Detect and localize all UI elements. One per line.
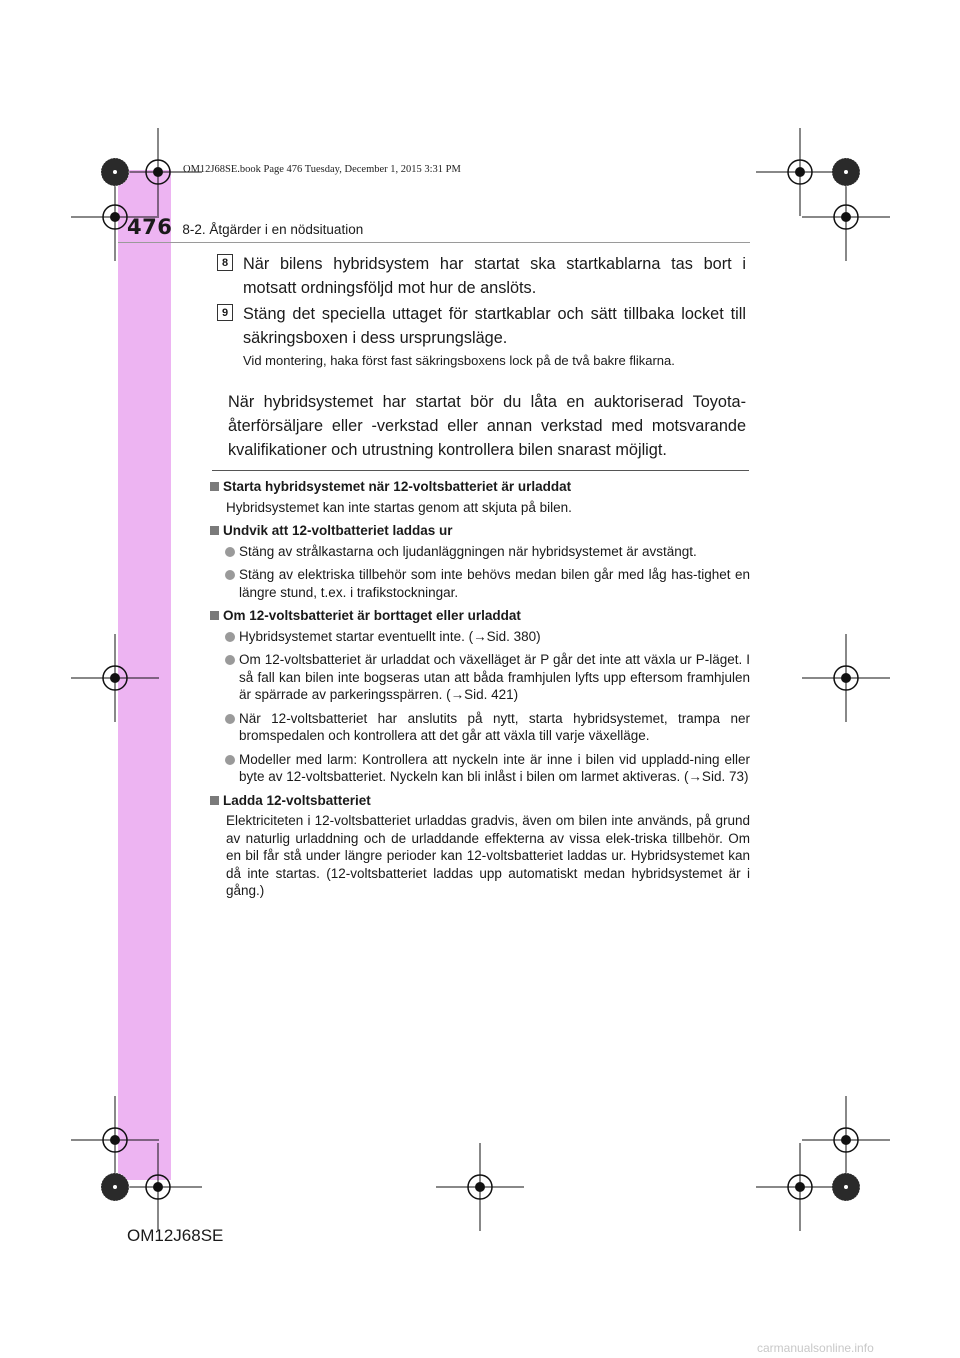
file-info: OM12J68SE.book Page 476 Tuesday, December 1, 2015 3:31 PM: [183, 164, 461, 175]
list-item: När 12-voltsbatteriet har anslutits på nytt, starta hybridsystemet, trampa ner bromspedalen och kontrollera att det går att växla till varje växelläge.: [210, 710, 750, 745]
info-heading: Ladda 12-voltsbatteriet: [210, 792, 750, 810]
bullet-icon: [225, 655, 235, 665]
list-item: Hybridsystemet startar eventuellt inte. (→Sid. 380): [210, 628, 750, 646]
section-title: 8-2. Åtgärder i en nödsituation: [182, 222, 364, 237]
bullet-icon: [225, 755, 235, 765]
footer-code: OM12J68SE: [127, 1226, 224, 1245]
list-item: Stäng av strålkastarna och ljudanläggningen när hybridsystemet är avstängt.: [210, 543, 750, 561]
bullet-icon: [225, 714, 235, 724]
page-header: [127, 215, 363, 239]
step-text: När bilens hybridsystem har startat ska startkablarna tas bort i motsatt ordningsföljd mot hur de anslöts.: [243, 255, 746, 297]
registration-mark-icon: [71, 1096, 159, 1184]
square-bullet-icon: [210, 796, 219, 805]
info-text: Elektriciteten i 12-voltsbatteriet urladdas gradvis, även om bilen inte används, på grund av naturlig urladdning och de urladdande effekterna av vissa elek-triska tillbehör. Om en bil får stå under längre perioder kan 12-voltsbatteriet laddas ur. Hybridsystemet kan då inte startas. (12-voltsbatteriet laddas upp automatiskt medan hybridsystemet är i gång.): [226, 813, 750, 898]
info-heading: Starta hybridsystemet när 12-voltsbatteriet är urladdat: [210, 478, 750, 496]
registration-mark-icon: [756, 1143, 844, 1231]
step-note: Vid montering, haka först fast säkringsboxens lock på de två bakre flikarna.: [243, 353, 675, 368]
registration-mark-icon: [802, 634, 890, 722]
info-section: [210, 478, 750, 906]
square-bullet-icon: [210, 526, 219, 535]
square-bullet-icon: [210, 611, 219, 620]
info-heading: Om 12-voltsbatteriet är borttaget eller urladdat: [210, 607, 750, 625]
registration-mark-icon: [436, 1143, 524, 1231]
color-target-icon: [101, 158, 129, 186]
info-text: Hybridsystemet kan inte startas genom att skjuta på bilen.: [226, 499, 572, 515]
step-number: 9: [217, 304, 233, 321]
info-heading: Undvik att 12-voltbatteriet laddas ur: [210, 522, 750, 540]
registration-mark-icon: [71, 634, 159, 722]
list-item: Modeller med larm: Kontrollera att nyckeln inte är inne i bilen vid uppladd-ning eller byte av 12-voltsbatteriet. Nyckeln kan bli inlåst i bilen om larmet aktiveras. (→Sid. 73): [210, 751, 750, 786]
step-text: Stäng det speciella uttaget för startkablar och sätt tillbaka locket till säkringsboxen i dess ursprungsläge.: [243, 305, 746, 347]
bullet-icon: [225, 547, 235, 557]
body-paragraph: När hybridsystemet har startat bör du låta en auktoriserad Toyota-återförsäljare eller -verkstad eller annan verkstad med motsvarande kvalifikationer och utrustning kontrollera bilen snarast möjligt.: [228, 393, 746, 459]
color-target-icon: [832, 158, 860, 186]
info-divider: [212, 470, 749, 471]
square-bullet-icon: [210, 482, 219, 491]
color-target-icon: [101, 1173, 129, 1201]
step-number: 8: [217, 254, 233, 271]
watermark: carmanualsonline.info: [757, 1341, 874, 1355]
list-item: Stäng av elektriska tillbehör som inte behövs medan bilen går med låg has-tighet en längre stund, t.ex. i trafikstockningar.: [210, 566, 750, 601]
registration-mark-icon: [802, 1096, 890, 1184]
bullet-icon: [225, 632, 235, 642]
list-item: Om 12-voltsbatteriet är urladdat och växelläget är P går det inte att växla ur P-läget. I så fall kan bilen inte bogseras utan att båda framhjulen lyfts upp eftersom framhjulen är spärrade av parkeringsspärren. (→Sid. 421): [210, 651, 750, 704]
color-target-icon: [832, 1173, 860, 1201]
page-number: 476: [127, 215, 173, 239]
header-divider: [118, 242, 750, 243]
bullet-icon: [225, 570, 235, 580]
registration-mark-icon: [756, 128, 844, 216]
